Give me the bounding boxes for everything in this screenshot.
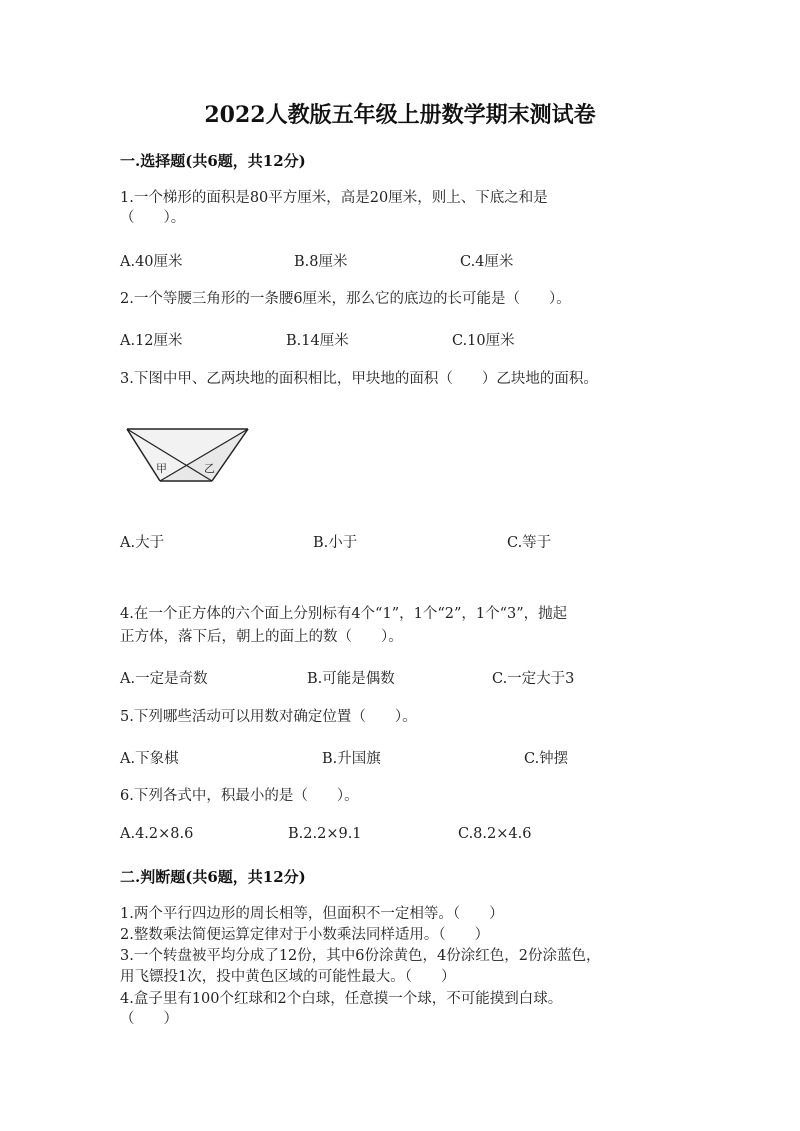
question-5-option-c: C.钟摆 <box>524 751 569 767</box>
question-1-option-a: A.40厘米 <box>120 254 183 270</box>
judgment-item-cont: 用飞镖投1次，投中黄色区域的可能性最大。（ ） <box>120 969 456 985</box>
question-5-text: 5.下列哪些活动可以用数对确定位置（ ）。 <box>120 709 417 725</box>
judgment-item-cont: （ ） <box>120 1011 178 1027</box>
question-6-option-c: C.8.2×4.6 <box>458 826 532 842</box>
figure-label-yi: 乙 <box>204 462 215 475</box>
question-3-option-b: B.小于 <box>313 535 358 551</box>
question-4-option-c: C.一定大于3 <box>492 671 575 687</box>
judgment-item: 2.整数乘法简便运算定律对于小数乘法同样适用。（ ） <box>120 927 490 943</box>
question-3-option-c: C.等于 <box>507 535 552 551</box>
trapezoid-figure <box>124 424 250 488</box>
question-3-option-a: A.大于 <box>120 535 165 551</box>
question-1-text: 1.一个梯形的面积是80平方厘米，高是20厘米，则上、下底之和是 <box>120 190 548 206</box>
question-4-option-a: A.一定是奇数 <box>120 671 208 687</box>
question-1-blank: （ ）。 <box>120 210 186 226</box>
page-title: 2022人教版五年级上册数学期末测试卷 <box>204 102 596 128</box>
question-4-text: 4.在一个正方体的六个面上分别标有4个“1”，1个“2”，1个“3”，抛起 <box>120 606 568 622</box>
question-1-option-b: B.8厘米 <box>294 254 348 270</box>
section-1-heading: 一.选择题(共6题，共12分) <box>120 152 306 170</box>
question-4-option-b: B.可能是偶数 <box>307 671 395 687</box>
judgment-item: 3.一个转盘被平均分成了12份，其中6份涂黄色，4份涂红色，2份涂蓝色， <box>120 948 601 964</box>
question-2-option-b: B.14厘米 <box>286 333 349 349</box>
question-1-option-c: C.4厘米 <box>460 254 514 270</box>
question-5-option-b: B.升国旗 <box>322 751 381 767</box>
question-2-text: 2.一个等腰三角形的一条腰6厘米，那么它的底边的长可能是（ ）。 <box>120 291 571 307</box>
judgment-item: 1.两个平行四边形的周长相等，但面积不一定相等。（ ） <box>120 906 504 922</box>
question-6-text: 6.下列各式中，积最小的是（ ）。 <box>120 788 359 804</box>
question-5-option-a: A.下象棋 <box>120 751 179 767</box>
figure-label-jia: 甲 <box>156 462 167 475</box>
section-2-heading: 二.判断题(共6题，共12分) <box>120 868 306 886</box>
question-4-text-cont: 正方体，落下后，朝上的面上的数（ ）。 <box>120 629 403 645</box>
question-6-option-a: A.4.2×8.6 <box>120 826 194 842</box>
question-2-option-c: C.10厘米 <box>452 333 515 349</box>
question-2-option-a: A.12厘米 <box>120 333 183 349</box>
question-6-option-b: B.2.2×9.1 <box>288 826 362 842</box>
question-3-text: 3.下图中甲、乙两块地的面积相比，甲块地的面积（ ）乙块地的面积。 <box>120 371 598 387</box>
judgment-item: 4.盒子里有100个红球和2个白球，任意摸一个球，不可能摸到白球。 <box>120 991 563 1007</box>
